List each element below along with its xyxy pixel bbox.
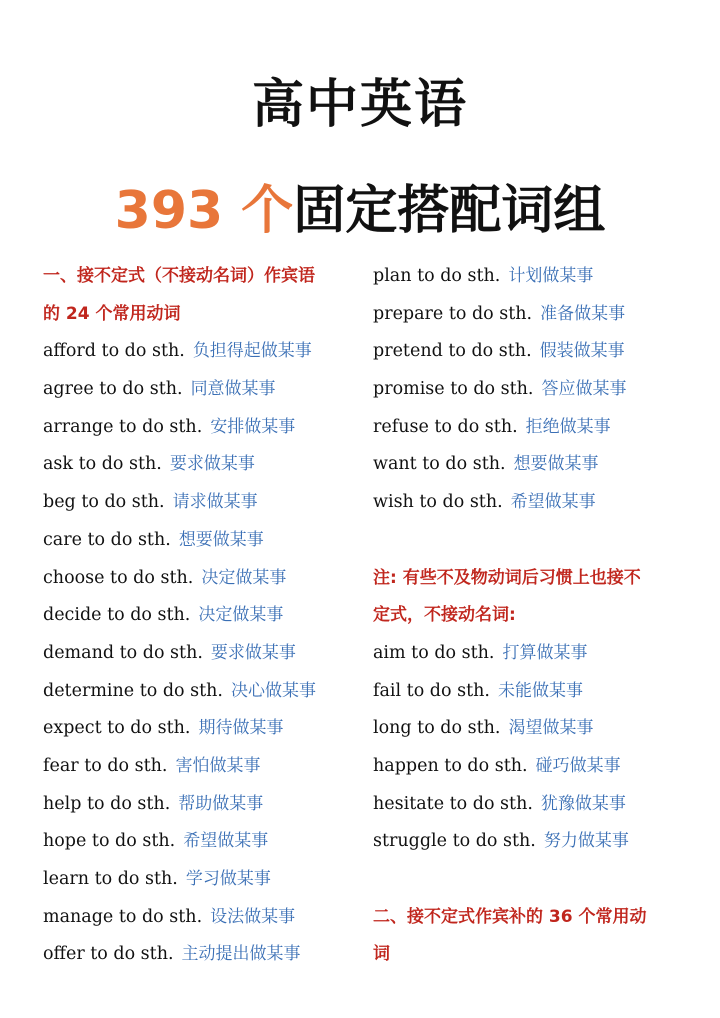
phrase-english: promise to do sth. (373, 379, 534, 400)
section-1-heading-line2: 的 24 个常用动词 (43, 303, 181, 324)
phrase-chinese: 假装做某事 (539, 341, 625, 362)
phrase-chinese: 害怕做某事 (175, 755, 261, 776)
phrase-row (373, 786, 688, 824)
note-line2: 定式，不接动名词: (373, 605, 516, 626)
phrase-english: demand to do sth. (43, 642, 203, 663)
subtitle-text: 固定搭配词组 (293, 181, 606, 241)
phrase-row (373, 673, 688, 711)
phrase-chinese: 期待做某事 (198, 718, 284, 739)
phrase-english: decide to do sth. (43, 605, 191, 626)
phrase-english: want to do sth. (373, 454, 506, 475)
right-phrase-list-2 (373, 635, 688, 861)
phrase-english: care to do sth. (43, 529, 171, 550)
phrase-english: afford to do sth. (43, 341, 185, 362)
phrase-row (43, 936, 363, 974)
phrase-chinese: 学习做某事 (185, 869, 271, 889)
phrase-chinese: 希望做某事 (510, 492, 596, 513)
note-line1: 注: 有些不及物动词后习惯上也接不 (373, 567, 641, 588)
phrase-chinese: 答应做某事 (541, 379, 627, 400)
phrase-english: refuse to do sth. (373, 416, 518, 437)
phrase-row (373, 296, 688, 334)
right-phrase-list-1 (373, 258, 688, 522)
phrase-row (43, 484, 363, 522)
phrase-english: aim to do sth. (373, 642, 495, 663)
phrase-row (43, 748, 363, 786)
phrase-row (43, 409, 363, 447)
phrase-row (373, 484, 688, 522)
phrase-chinese: 未能做某事 (497, 680, 583, 701)
phrase-row (373, 258, 688, 296)
page-title: 高中英语 (251, 75, 468, 135)
phrase-row (373, 710, 688, 748)
phrase-chinese: 要求做某事 (210, 642, 296, 663)
phrase-english: fear to do sth. (43, 755, 168, 776)
phrase-english: struggle to do sth. (373, 831, 536, 852)
phrase-row (43, 786, 363, 824)
phrase-row (373, 446, 688, 484)
phrase-english: fail to do sth. (373, 680, 490, 701)
phrase-chinese: 计划做某事 (508, 266, 594, 286)
phrase-chinese: 安排做某事 (210, 416, 296, 437)
phrase-english: beg to do sth. (43, 492, 165, 513)
phrase-english: choose to do sth. (43, 567, 194, 588)
right-column (373, 258, 688, 974)
page-subtitle (0, 168, 720, 243)
left-column (43, 258, 363, 974)
phrase-chinese: 设法做某事 (210, 906, 296, 927)
phrase-english: wish to do sth. (373, 492, 503, 513)
section-2-heading-line1: 二、接不定式作宾补的 36 个常用动 (373, 906, 647, 927)
phrase-chinese: 同意做某事 (190, 379, 276, 400)
phrase-chinese: 帮助做某事 (178, 793, 264, 814)
phrase-english: learn to do sth. (43, 869, 178, 889)
phrase-english: agree to do sth. (43, 379, 183, 400)
phrase-english: arrange to do sth. (43, 416, 203, 437)
phrase-chinese: 负担得起做某事 (192, 341, 312, 362)
phrase-chinese: 决定做某事 (201, 567, 287, 588)
phrase-row (43, 635, 363, 673)
phrase-chinese: 犹豫做某事 (540, 793, 626, 814)
phrase-english: ask to do sth. (43, 454, 162, 475)
phrase-english: expect to do sth. (43, 718, 191, 739)
phrase-chinese: 准备做某事 (540, 303, 626, 324)
spacer (373, 861, 688, 899)
phrase-chinese: 请求做某事 (172, 492, 258, 513)
phrase-english: happen to do sth. (373, 755, 528, 776)
phrase-row (373, 823, 688, 861)
phrase-chinese: 想要做某事 (513, 454, 599, 475)
phrase-english: manage to do sth. (43, 906, 203, 927)
phrase-row (43, 710, 363, 748)
phrase-english: help to do sth. (43, 793, 171, 814)
phrase-row (43, 522, 363, 560)
phrase-chinese: 渴望做某事 (508, 718, 594, 739)
phrase-row (373, 409, 688, 447)
phrase-chinese: 拒绝做某事 (525, 416, 611, 437)
phrase-english: hesitate to do sth. (373, 793, 533, 814)
phrase-chinese: 决心做某事 (230, 680, 316, 701)
phrase-chinese: 打算做某事 (502, 642, 588, 663)
phrase-row (43, 597, 363, 635)
phrase-row (373, 333, 688, 371)
phrase-chinese: 要求做某事 (169, 454, 255, 475)
phrase-row (43, 823, 363, 861)
phrase-chinese: 努力做某事 (543, 831, 629, 852)
phrase-english: determine to do sth. (43, 680, 223, 701)
phrase-row (43, 861, 363, 899)
phrase-english: prepare to do sth. (373, 303, 533, 324)
phrase-row (43, 333, 363, 371)
phrase-row (43, 371, 363, 409)
phrase-row (43, 446, 363, 484)
phrase-row (43, 560, 363, 598)
phrase-row (373, 748, 688, 786)
phrase-chinese: 决定做某事 (198, 605, 284, 626)
phrase-chinese: 希望做某事 (183, 831, 269, 852)
section-2-heading-line2: 词 (373, 944, 390, 965)
subtitle-count: 393 个 (114, 181, 294, 241)
spacer (373, 522, 688, 560)
phrase-english: plan to do sth. (373, 266, 501, 286)
phrase-row (43, 899, 363, 937)
phrase-row (373, 635, 688, 673)
phrase-row (43, 673, 363, 711)
phrase-chinese: 主动提出做某事 (181, 944, 301, 965)
phrase-english: pretend to do sth. (373, 341, 532, 362)
phrase-chinese: 碰巧做某事 (535, 755, 621, 776)
phrase-english: offer to do sth. (43, 944, 174, 965)
left-phrase-list (43, 333, 363, 974)
phrase-english: long to do sth. (373, 718, 501, 739)
phrase-row (373, 371, 688, 409)
phrase-english: hope to do sth. (43, 831, 176, 852)
phrase-chinese: 想要做某事 (178, 529, 264, 550)
section-1-heading-line1: 一、接不定式（不接动名词）作宾语 (43, 266, 315, 286)
